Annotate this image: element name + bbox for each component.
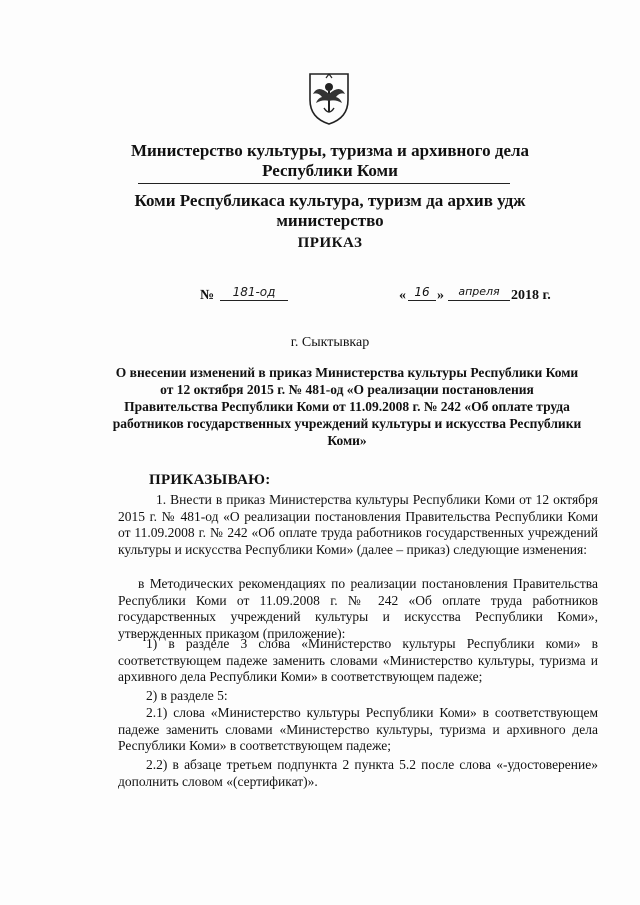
paragraph-item-2: 2) в разделе 5: (146, 688, 228, 703)
komi-coat-of-arms-icon (306, 70, 352, 126)
order-directive-heading: ПРИКАЗЫВАЮ: (149, 472, 271, 488)
order-day: 16 (408, 284, 436, 301)
paragraph-item-2-2: 2.2) в абзаце третьем подпункта 2 пункта 5.2 после слова «-удостоверение» дополнить словом «(сертификат)». (118, 757, 598, 789)
order-month: апреля (448, 284, 510, 301)
city: г. Сыктывкар (290, 335, 370, 350)
order-subject: О внесении изменений в приказ Министерства культуры Республики Коми от 12 октября 2015 г. № 481-од «О реализации постановления Правительства Республики Коми от 11.09.2008 г. № 242 «Об оплате труда работников государственных учреждений культуры и искусства Республики Коми» (112, 365, 582, 448)
header-divider (138, 183, 510, 184)
paragraph-item-2-1: 2.1) слова «Министерство культуры Республики Коми» в соответствующем падеже заменить словами «Министерство культуры, туризма и архивного дела Республики Коми» в соответствующем падеже; (118, 705, 598, 753)
organization-name-komi: Коми Республикаса культура, туризм да архив удж министерство (134, 191, 526, 230)
order-number: 181-од (220, 284, 288, 301)
order-year: 2018 г. (511, 288, 551, 303)
organization-name-russian: Министерство культуры, туризма и архивного дела Республики Коми (130, 141, 530, 180)
date-quote-close: » (437, 288, 444, 303)
paragraph-methodical-recommendations: в Методических рекомендациях по реализации постановления Правительства Республики Коми от 11.09.2008 г. № 242 «Об оплате труда работников государственных учреждений культуры и искусства Республики Коми», утвержденных приказом (приложение): (118, 576, 598, 641)
date-quote-open: « (399, 288, 406, 303)
number-label: № (200, 288, 215, 303)
paragraph-item-1: 1) в разделе 3 слова «Министерство культуры Республики коми» в соответствующем падеже заменить словами «Министерство культуры, туризма и архивного дела Республики Коми» в соответствующем падеже; (118, 636, 598, 684)
paragraph-1: 1. Внести в приказ Министерства культуры Республики Коми от 12 октября 2015 г. № 481-од «О реализации постановления Правительства Республики Коми от 11.09.2008 г. № 242 «Об оплате труда работников государственных учреждений культуры и искусства Республики Коми» (далее – приказ) следующие изменения: (118, 492, 598, 557)
document-type-title: ПРИКАЗ (297, 235, 363, 251)
